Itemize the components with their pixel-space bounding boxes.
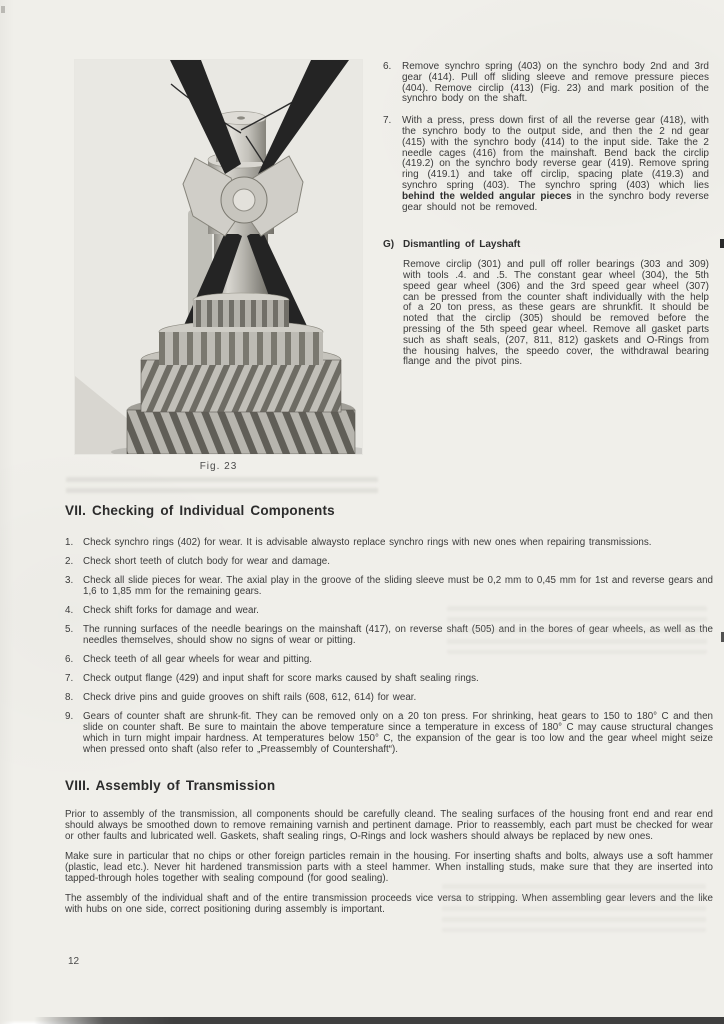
section-viii-heading: VIII. Assembly of Transmission xyxy=(65,778,276,793)
section-g-heading xyxy=(383,240,709,251)
checklist-item: 8. Check drive pins and guide grooves on shift rails (608, 612, 614) for wear. xyxy=(65,692,417,703)
bleed-through-text xyxy=(66,477,378,498)
checklist-item: 6. Check teeth of all gear wheels for wear and pitting. xyxy=(65,654,313,665)
checklist-item: 2. Check short teeth of clutch body for wear and damage. xyxy=(65,556,330,567)
paragraph: Prior to assembly of the transmission, all components should be carefully cleand. The sealing surfaces of the housing front end and rear end should always be smoothed down to remove remaining varnish and pertinent damage. Prior to reassembly, each part must be checked for wear or other faults and lubricated well. Gaskets, shaft sealing rings, O-Rings and lock washers should always be replaced by new ones. xyxy=(65,809,713,842)
checklist-item: 5. The running surfaces of the needle bearings on the mainshaft (417), on reverse shaft (505) and in the bores of gear wheels, as well as the needles themselves, should show no signs of wear or pitting. xyxy=(65,624,713,646)
emphasized-text: behind the welded angular pieces xyxy=(402,190,572,202)
paragraph: Make sure in particular that no chips or other foreign particles remain in the housing. For inserting shafts and bolts, always use a soft hammer (plastic, lead etc.). Never hit hardened transmission parts with a steel hammer. When installing studs, make sure that they are inserted into tapped-through holes together with sealing compound (for good sealing). xyxy=(65,851,713,884)
section-g xyxy=(383,240,709,368)
scan-speck xyxy=(1,6,5,13)
section-vii-heading: VII. Checking of Individual Components xyxy=(65,503,335,518)
bleed-through-text xyxy=(442,884,706,932)
checklist-item: 9. Gears of counter shaft are shrunk-fit. They can be removed only on a 20 ton press. For shrinking, heat gears to 150 to 180° C and then slide on counter shaft. Be sure to maintain the above temperature since a temperature in excess of 180° C may cause structural changes which in turn might impair hardness. At temperatures below 150° C, the expansion of the gear is too low and the gear wheel might seize when pressed onto shaft (also refer to „Preassembly of Countershaft“). xyxy=(65,711,713,755)
page-number: 12 xyxy=(68,956,80,967)
bleed-through-text xyxy=(447,606,707,654)
step-text: With a press, press down first of all the reverse gear (418), with the synchro body to the output side, and then the 2 nd gear (415) with the synchro body (414) to the input side. Take the 2 needle cages (416) from the mainshaft. Bend back the circlip (419.2) on the synchro body reverse gear (419). Remove spring ring (419.1) and take off circlip, spacing plate (419.3) and synchro spring (403). The synchro spring (403) which lies behind the welded angular pieces in the synchro body reverse gear should not be removed. xyxy=(402,115,709,213)
step-number: 7. xyxy=(383,115,392,127)
section-g-body: Remove circlip (301) and pull off roller bearings (303 and 309) with tools .4. and .5. The constant gear wheel (304), the 5th speed gear wheel (306) and the 3rd speed gear wheel (307) can be pressed from the counter shaft individually with the help of a 20 ton press, as these gears are shrunkfit. It should be noted that the circlip (305) should be removed before the pressing of the 5th speed gear wheel. Remove all gasket parts such as shaft seals, (207, 811, 812) gaskets and O-Rings from the housing halves, the speedo cover, the withdrawal bearing flange and the pivot pins. xyxy=(403,259,709,368)
checklist-item: 1. Check synchro rings (402) for wear. It is advisable alwaysto replace synchro rings with new ones when repairing transmissions. xyxy=(65,537,652,548)
checklist-item: 7. Check output flange (429) and input shaft for score marks caused by shaft sealing rings. xyxy=(65,673,479,684)
pliers-pivot xyxy=(221,177,267,223)
figure-caption: Fig. 23 xyxy=(199,461,238,472)
step-number: 6. xyxy=(383,61,392,72)
transmission-photo-illustration xyxy=(75,60,362,454)
figure-photo xyxy=(75,60,362,454)
section-g-title: Dismantling of Layshaft xyxy=(403,239,521,251)
right-column xyxy=(383,62,709,368)
scan-edge-bar xyxy=(34,1017,724,1024)
step-item-7 xyxy=(383,116,709,213)
section-g-label: G) xyxy=(383,239,395,251)
step-item-6 xyxy=(383,62,709,105)
binding-mark xyxy=(720,239,724,248)
checklist-item: 3. Check all slide pieces for wear. The axial play in the groove of the sliding sleeve must be 0,2 mm to 0,45 mm for 1st and reverse gears and 1,6 to 1,85 mm for the remaining gears. xyxy=(65,575,713,597)
step-text: Remove synchro spring (403) on the synchro body 2nd and 3rd gear (414). Pull off sliding sleeve and remove pressure pieces (404). Remove circlip (413) (Fig. 23) and mark position of the synchro body on the shaft. xyxy=(402,61,709,105)
paragraph: The assembly of the individual shaft and of the entire transmission proceeds vice versa to stripping. When assembling gear levers and the like with hubs on one side, correct positioning during assembly is important. xyxy=(65,893,713,915)
checklist-item: 4. Check shift forks for damage and wear. xyxy=(65,605,259,616)
